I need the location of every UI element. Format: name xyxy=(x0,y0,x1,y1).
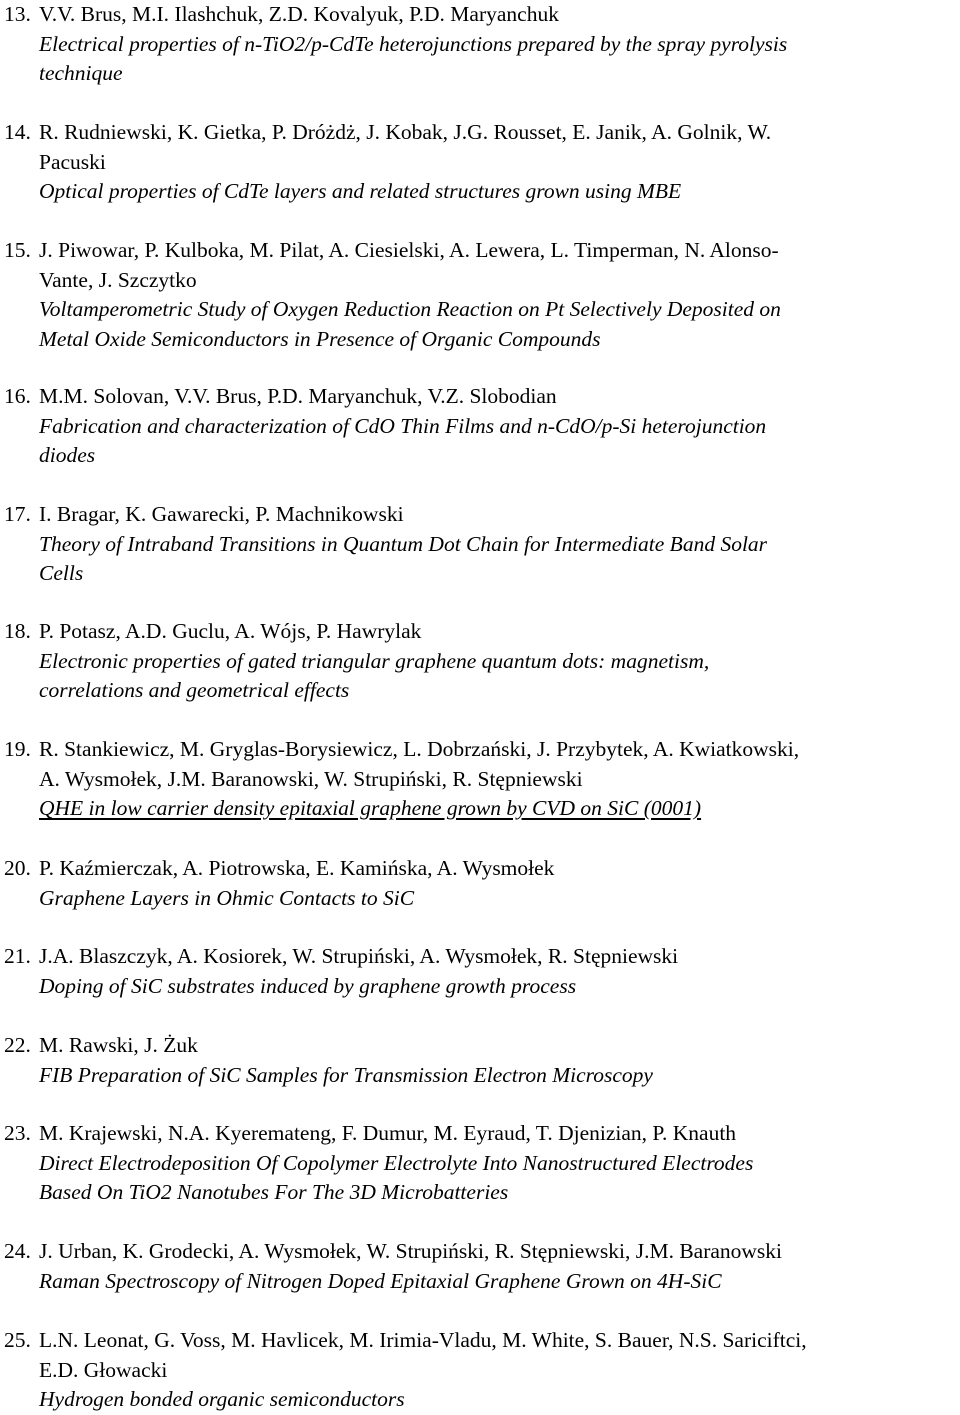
reference-title-line: Graphene Layers in Ohmic Contacts to SiC xyxy=(39,885,415,910)
reference-authors-line: R. Rudniewski, K. Gietka, P. Dróżdż, J. Kobak, J.G. Rousset, E. Janik, A. Golnik, W. xyxy=(39,120,772,144)
reference-authors xyxy=(4,735,954,794)
reference-entry xyxy=(4,735,954,824)
reference-authors xyxy=(4,1326,954,1385)
reference-title-line: Hydrogen bonded organic semiconductors xyxy=(39,1387,405,1411)
reference-authors-line: E.D. Głowacki xyxy=(39,1357,168,1382)
reference-entry xyxy=(4,617,954,706)
reference-authors-line: M. Krajewski, N.A. Kyeremateng, F. Dumur, M. Eyraud, T. Djenizian, P. Knauth xyxy=(39,1121,737,1145)
reference-authors xyxy=(4,854,954,884)
reference-authors xyxy=(4,236,954,295)
reference-entry xyxy=(4,1119,954,1208)
reference-entry xyxy=(4,1237,954,1296)
reference-authors xyxy=(4,1119,954,1149)
reference-authors-line: V.V. Brus, M.I. Ilashchuk, Z.D. Kovalyuk, P.D. Maryanchuk xyxy=(39,2,559,26)
reference-authors-line: A. Wysmołek, J.M. Baranowski, W. Strupiński, R. Stępniewski xyxy=(39,766,583,791)
reference-entry xyxy=(4,118,954,207)
reference-title-line: QHE in low carrier density epitaxial graphene grown by CVD on SiC (0001) xyxy=(39,796,702,820)
reference-number: 14. xyxy=(4,120,31,144)
reference-number: 13. xyxy=(4,2,31,26)
reference-title-line: Optical properties of CdTe layers and related structures grown using MBE xyxy=(39,179,682,203)
reference-authors xyxy=(4,942,954,972)
reference-authors-line: R. Stankiewicz, M. Gryglas-Borysiewicz, L. Dobrzański, J. Przybytek, A. Kwiatkowski, xyxy=(39,737,800,761)
reference-entry xyxy=(4,1031,954,1090)
reference-title-line: correlations and geometrical effects xyxy=(39,678,350,702)
reference-title-line: technique xyxy=(39,61,123,85)
reference-authors xyxy=(4,1237,954,1267)
reference-title-line: Fabrication and characterization of CdO Thin Films and n-CdO/p-Si heterojunction xyxy=(39,413,767,438)
reference-authors xyxy=(4,500,954,530)
reference-title-line: Theory of Intraband Transitions in Quantum Dot Chain for Intermediate Band Solar xyxy=(39,531,768,556)
reference-title-line: Electrical properties of n-TiO2/p-CdTe heterojunctions prepared by the spray pyrolysis xyxy=(39,31,788,56)
reference-authors xyxy=(4,1031,954,1061)
reference-title-line: Based On TiO2 Nanotubes For The 3D Microbatteries xyxy=(39,1180,509,1204)
reference-authors xyxy=(4,382,954,412)
reference-authors xyxy=(4,0,954,30)
reference-title-line: Metal Oxide Semiconductors in Presence of Organic Compounds xyxy=(39,326,601,351)
reference-number: 17. xyxy=(4,502,31,526)
reference-entry xyxy=(4,382,954,471)
reference-title-line: Electronic properties of gated triangular graphene quantum dots: magnetism, xyxy=(39,648,710,673)
reference-title-line: FIB Preparation of SiC Samples for Transmission Electron Microscopy xyxy=(39,1062,653,1087)
reference-title-line: Voltamperometric Study of Oxygen Reduction Reaction on Pt Selectively Deposited on xyxy=(39,297,781,321)
reference-entry xyxy=(4,854,954,913)
reference-authors-line: I. Bragar, K. Gawarecki, P. Machnikowski xyxy=(39,502,404,526)
reference-entry xyxy=(4,0,954,89)
reference-authors xyxy=(4,118,954,177)
reference-authors-line: Pacuski xyxy=(39,149,106,174)
reference-authors-line: J. Urban, K. Grodecki, A. Wysmołek, W. Strupiński, R. Stępniewski, J.M. Baranowski xyxy=(39,1239,783,1263)
reference-number: 24. xyxy=(4,1239,31,1263)
reference-number: 25. xyxy=(4,1328,31,1352)
reference-authors-line: L.N. Leonat, G. Voss, M. Havlicek, M. Irimia-Vladu, M. White, S. Bauer, N.S. Sariciftci, xyxy=(39,1328,807,1352)
reference-entry xyxy=(4,500,954,589)
reference-entry xyxy=(4,236,954,354)
reference-entry xyxy=(4,1326,954,1415)
reference-entry xyxy=(4,942,954,1001)
reference-title-line: Raman Spectroscopy of Nitrogen Doped Epitaxial Graphene Grown on 4H-SiC xyxy=(39,1268,722,1293)
reference-number: 18. xyxy=(4,619,31,643)
reference-title-line: diodes xyxy=(39,443,96,467)
reference-authors xyxy=(4,617,954,647)
reference-number: 15. xyxy=(4,238,31,262)
reference-authors-line: J.A. Blaszczyk, A. Kosiorek, W. Strupiński, A. Wysmołek, R. Stępniewski xyxy=(39,944,679,968)
reference-authors-line: P. Potasz, A.D. Guclu, A. Wójs, P. Hawrylak xyxy=(39,619,422,643)
reference-number: 22. xyxy=(4,1033,31,1057)
reference-number: 19. xyxy=(4,737,31,761)
reference-number: 16. xyxy=(4,384,31,408)
reference-authors-line: P. Kaźmierczak, A. Piotrowska, E. Kamińska, A. Wysmołek xyxy=(39,856,555,880)
reference-title-line: Direct Electrodeposition Of Copolymer Electrolyte Into Nanostructured Electrodes xyxy=(39,1150,754,1175)
reference-title-line: Doping of SiC substrates induced by graphene growth process xyxy=(39,973,577,998)
reference-authors-line: Vante, J. Szczytko xyxy=(39,267,197,292)
reference-authors-line: M.M. Solovan, V.V. Brus, P.D. Maryanchuk, V.Z. Slobodian xyxy=(39,384,557,408)
reference-number: 23. xyxy=(4,1121,31,1145)
reference-title-line: Cells xyxy=(39,561,84,585)
reference-authors-line: M. Rawski, J. Żuk xyxy=(39,1033,198,1057)
reference-number: 20. xyxy=(4,856,31,880)
reference-number: 21. xyxy=(4,944,31,968)
reference-authors-line: J. Piwowar, P. Kulboka, M. Pilat, A. Ciesielski, A. Lewera, L. Timperman, N. Alonso- xyxy=(39,238,779,262)
